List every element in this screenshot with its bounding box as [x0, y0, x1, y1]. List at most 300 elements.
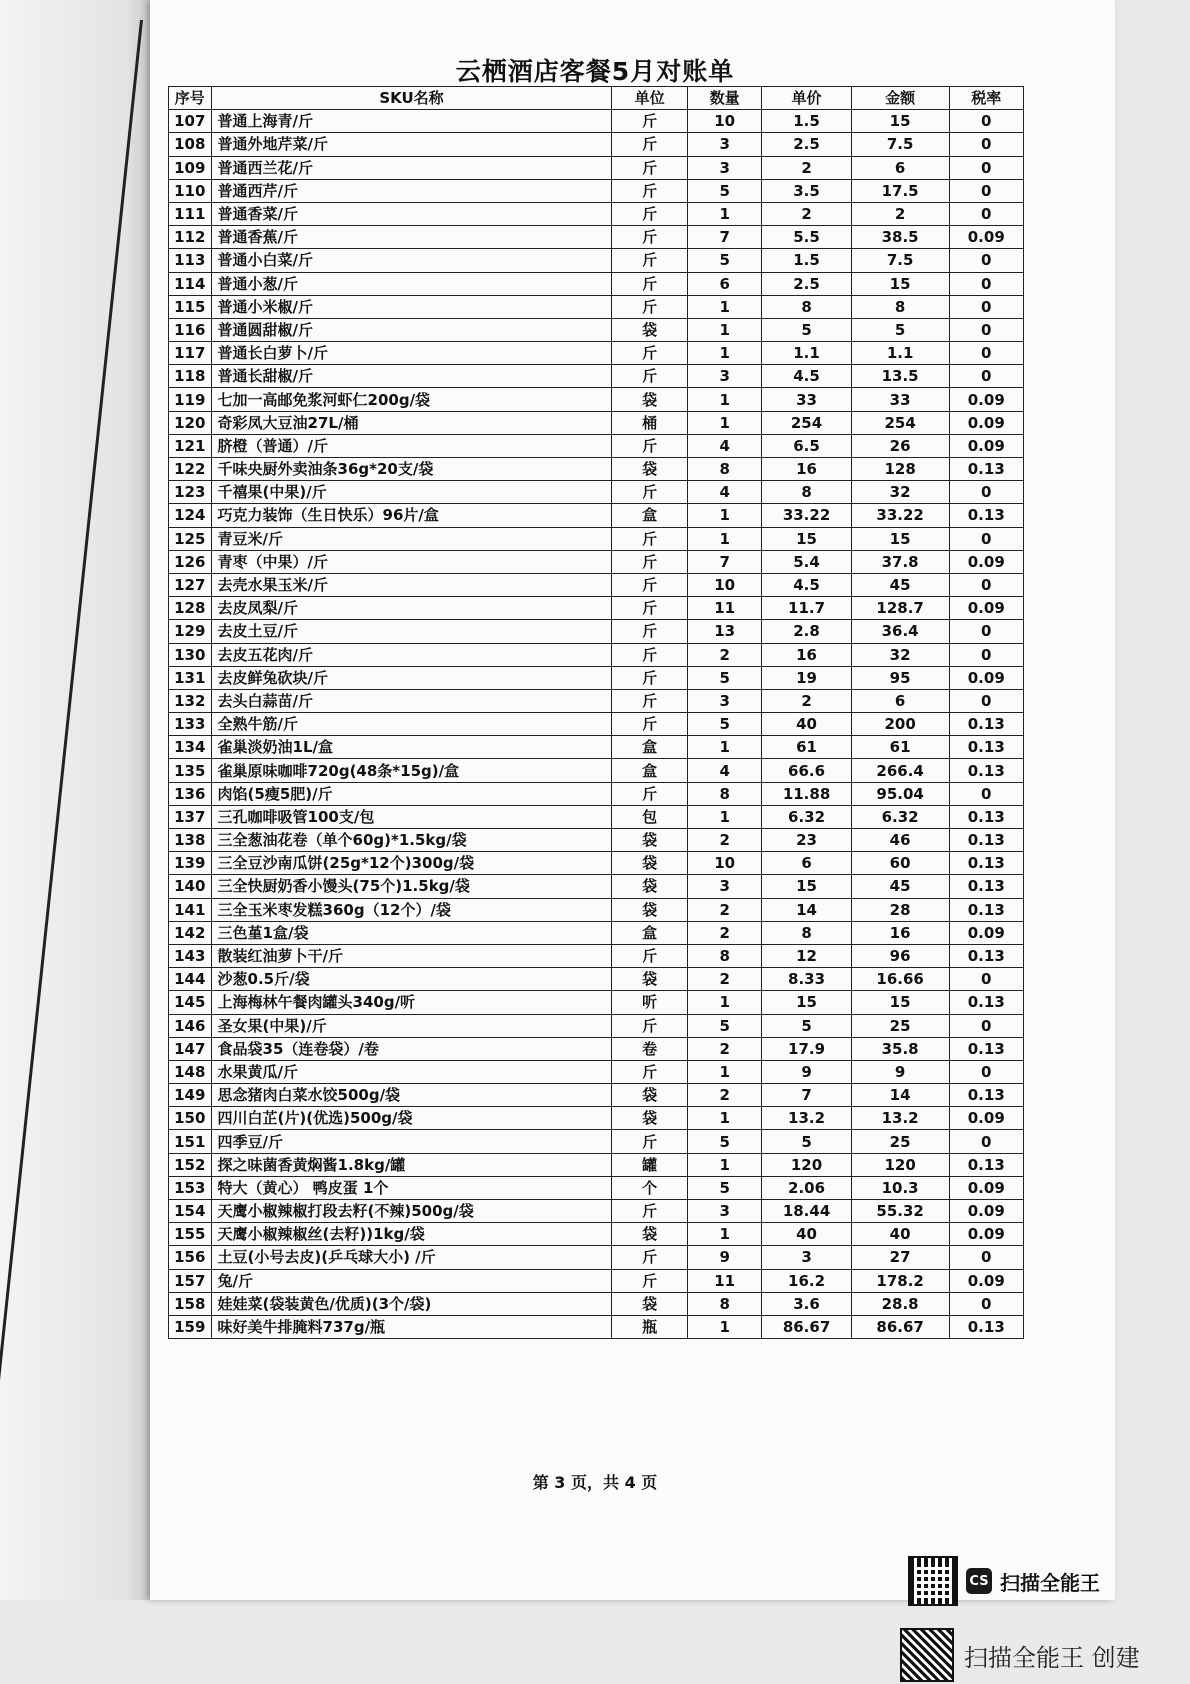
- quantity-cell: 1: [687, 318, 761, 341]
- table-row: [169, 1153, 1024, 1176]
- amount-cell: 254: [851, 411, 949, 434]
- sku-name-cell: 雀巢原味咖啡720g(48条*15g)/盒: [211, 759, 612, 782]
- sku-name-cell: 三全葱油花卷（单个60g)*1.5kg/袋: [211, 829, 612, 852]
- unit-cell: 斤: [612, 295, 688, 318]
- tax-rate-cell: 0.09: [949, 1223, 1023, 1246]
- quantity-cell: 4: [687, 481, 761, 504]
- unit-cell: 袋: [612, 1084, 688, 1107]
- unit-cell: 袋: [612, 898, 688, 921]
- table-row: [169, 110, 1024, 133]
- seq-cell: 150: [169, 1107, 212, 1130]
- sku-name-cell: 普通西兰花/斤: [211, 156, 612, 179]
- tax-rate-cell: 0: [949, 272, 1023, 295]
- tax-rate-cell: 0.13: [949, 736, 1023, 759]
- quantity-cell: 1: [687, 1223, 761, 1246]
- seq-cell: 110: [169, 179, 212, 202]
- sku-name-cell: 三全快厨奶香小馒头(75个)1.5kg/袋: [211, 875, 612, 898]
- quantity-cell: 1: [687, 805, 761, 828]
- sku-name-cell: 三全豆沙南瓜饼(25g*12个)300g/袋: [211, 852, 612, 875]
- amount-cell: 27: [851, 1246, 949, 1269]
- seq-cell: 107: [169, 110, 212, 133]
- scanner-shadow: [0, 0, 150, 1600]
- table-row: [169, 388, 1024, 411]
- seq-cell: 141: [169, 898, 212, 921]
- unit-price-cell: 11.7: [762, 597, 851, 620]
- unit-cell: 斤: [612, 272, 688, 295]
- quantity-cell: 2: [687, 968, 761, 991]
- sku-name-cell: 水果黄瓜/斤: [211, 1060, 612, 1083]
- seq-cell: 149: [169, 1084, 212, 1107]
- sku-name-cell: 探之味菌香黄焖酱1.8kg/罐: [211, 1153, 612, 1176]
- tax-rate-cell: 0: [949, 573, 1023, 596]
- table-row: [169, 226, 1024, 249]
- amount-cell: 5: [851, 318, 949, 341]
- table-row: [169, 968, 1024, 991]
- seq-cell: 127: [169, 573, 212, 596]
- quantity-cell: 5: [687, 713, 761, 736]
- unit-price-cell: 4.5: [762, 365, 851, 388]
- table-row: [169, 318, 1024, 341]
- unit-price-cell: 3: [762, 1246, 851, 1269]
- cs-logo-icon: CS: [966, 1568, 992, 1594]
- unit-price-cell: 33: [762, 388, 851, 411]
- sku-name-cell: 巧克力装饰（生日快乐）96片/盒: [211, 504, 612, 527]
- table-row: [169, 133, 1024, 156]
- quantity-cell: 5: [687, 1130, 761, 1153]
- qr-code-small-icon: [900, 1628, 954, 1682]
- seq-cell: 120: [169, 411, 212, 434]
- seq-cell: 108: [169, 133, 212, 156]
- table-row: [169, 527, 1024, 550]
- table-row: [169, 365, 1024, 388]
- unit-cell: 斤: [612, 226, 688, 249]
- table-row: [169, 759, 1024, 782]
- unit-cell: 袋: [612, 1107, 688, 1130]
- sku-name-cell: 思念猪肉白菜水饺500g/袋: [211, 1084, 612, 1107]
- quantity-cell: 3: [687, 365, 761, 388]
- sku-name-cell: 上海梅林午餐肉罐头340g/听: [211, 991, 612, 1014]
- unit-price-cell: 40: [762, 713, 851, 736]
- unit-price-cell: 120: [762, 1153, 851, 1176]
- tax-rate-cell: 0: [949, 968, 1023, 991]
- amount-cell: 10.3: [851, 1176, 949, 1199]
- sku-name-cell: 三孔咖啡吸管100支/包: [211, 805, 612, 828]
- amount-cell: 46: [851, 829, 949, 852]
- unit-price-cell: 13.2: [762, 1107, 851, 1130]
- table-row: [169, 550, 1024, 573]
- tax-rate-cell: 0.13: [949, 759, 1023, 782]
- amount-cell: 128: [851, 458, 949, 481]
- unit-price-cell: 254: [762, 411, 851, 434]
- quantity-cell: 5: [687, 666, 761, 689]
- amount-cell: 15: [851, 272, 949, 295]
- unit-price-cell: 3.6: [762, 1292, 851, 1315]
- tax-rate-cell: 0: [949, 156, 1023, 179]
- table-row: [169, 1130, 1024, 1153]
- seq-cell: 148: [169, 1060, 212, 1083]
- sku-name-cell: 普通圆甜椒/斤: [211, 318, 612, 341]
- unit-cell: 瓶: [612, 1315, 688, 1338]
- seq-cell: 157: [169, 1269, 212, 1292]
- sku-name-cell: 去头白蒜苗/斤: [211, 689, 612, 712]
- table-row: [169, 573, 1024, 596]
- sku-name-cell: 千味央厨外卖油条36g*20支/袋: [211, 458, 612, 481]
- quantity-cell: 7: [687, 226, 761, 249]
- table-row: [169, 1107, 1024, 1130]
- amount-cell: 13.2: [851, 1107, 949, 1130]
- seq-cell: 117: [169, 342, 212, 365]
- quantity-cell: 1: [687, 991, 761, 1014]
- table-row: [169, 295, 1024, 318]
- quantity-cell: 1: [687, 504, 761, 527]
- unit-price-cell: 40: [762, 1223, 851, 1246]
- tax-rate-cell: 0.13: [949, 829, 1023, 852]
- amount-cell: 200: [851, 713, 949, 736]
- unit-price-cell: 3.5: [762, 179, 851, 202]
- tax-rate-cell: 0: [949, 782, 1023, 805]
- watermark: [900, 1628, 1140, 1682]
- seq-cell: 152: [169, 1153, 212, 1176]
- amount-cell: 25: [851, 1130, 949, 1153]
- unit-price-cell: 2: [762, 689, 851, 712]
- sku-name-cell: 普通小白菜/斤: [211, 249, 612, 272]
- unit-price-cell: 5: [762, 318, 851, 341]
- table-row: [169, 1315, 1024, 1338]
- amount-cell: 120: [851, 1153, 949, 1176]
- seq-cell: 113: [169, 249, 212, 272]
- seq-cell: 132: [169, 689, 212, 712]
- sku-name-cell: 千禧果(中果)/斤: [211, 481, 612, 504]
- sku-name-cell: 圣女果(中果)/斤: [211, 1014, 612, 1037]
- unit-cell: 袋: [612, 458, 688, 481]
- seq-cell: 118: [169, 365, 212, 388]
- sku-name-cell: 散装红油萝卜干/斤: [211, 944, 612, 967]
- unit-cell: 盒: [612, 736, 688, 759]
- seq-cell: 124: [169, 504, 212, 527]
- unit-price-cell: 8: [762, 921, 851, 944]
- sku-name-cell: 青豆米/斤: [211, 527, 612, 550]
- unit-price-cell: 15: [762, 875, 851, 898]
- quantity-cell: 3: [687, 689, 761, 712]
- sku-name-cell: 三色堇1盒/袋: [211, 921, 612, 944]
- amount-cell: 28.8: [851, 1292, 949, 1315]
- unit-cell: 袋: [612, 852, 688, 875]
- tax-rate-cell: 0.13: [949, 1153, 1023, 1176]
- amount-cell: 38.5: [851, 226, 949, 249]
- unit-price-cell: 14: [762, 898, 851, 921]
- tax-rate-cell: 0: [949, 643, 1023, 666]
- unit-price-cell: 33.22: [762, 504, 851, 527]
- tax-rate-cell: 0.09: [949, 411, 1023, 434]
- table-row: [169, 643, 1024, 666]
- quantity-cell: 2: [687, 921, 761, 944]
- amount-cell: 95: [851, 666, 949, 689]
- quantity-cell: 2: [687, 898, 761, 921]
- unit-cell: 袋: [612, 388, 688, 411]
- table-row: [169, 991, 1024, 1014]
- tax-rate-cell: 0: [949, 249, 1023, 272]
- tax-rate-cell: 0: [949, 1130, 1023, 1153]
- tax-rate-cell: 0: [949, 1292, 1023, 1315]
- unit-price-cell: 2: [762, 156, 851, 179]
- seq-cell: 154: [169, 1200, 212, 1223]
- ledger-table: [168, 86, 1024, 1339]
- seq-cell: 123: [169, 481, 212, 504]
- seq-cell: 111: [169, 202, 212, 225]
- tax-rate-cell: 0.09: [949, 226, 1023, 249]
- sku-name-cell: 特大（黄心） 鸭皮蛋 1个: [211, 1176, 612, 1199]
- col-amount: 金额: [851, 87, 949, 110]
- tax-rate-cell: 0: [949, 1014, 1023, 1037]
- sku-name-cell: 普通小米椒/斤: [211, 295, 612, 318]
- col-seq: 序号: [169, 87, 212, 110]
- amount-cell: 6: [851, 689, 949, 712]
- tax-rate-cell: 0: [949, 295, 1023, 318]
- unit-price-cell: 15: [762, 991, 851, 1014]
- unit-cell: 斤: [612, 550, 688, 573]
- quantity-cell: 2: [687, 643, 761, 666]
- seq-cell: 135: [169, 759, 212, 782]
- amount-cell: 45: [851, 875, 949, 898]
- unit-price-cell: 9: [762, 1060, 851, 1083]
- sku-name-cell: 青枣（中果）/斤: [211, 550, 612, 573]
- unit-price-cell: 86.67: [762, 1315, 851, 1338]
- col-sku-name: SKU名称: [211, 87, 612, 110]
- unit-cell: 斤: [612, 1130, 688, 1153]
- unit-price-cell: 8: [762, 481, 851, 504]
- sku-name-cell: 兔/斤: [211, 1269, 612, 1292]
- quantity-cell: 5: [687, 179, 761, 202]
- unit-price-cell: 8.33: [762, 968, 851, 991]
- tax-rate-cell: 0.09: [949, 921, 1023, 944]
- amount-cell: 7.5: [851, 133, 949, 156]
- unit-cell: 斤: [612, 1246, 688, 1269]
- table-row: [169, 597, 1024, 620]
- table-row: [169, 829, 1024, 852]
- table-row: [169, 481, 1024, 504]
- seq-cell: 144: [169, 968, 212, 991]
- table-row: [169, 1223, 1024, 1246]
- quantity-cell: 1: [687, 1153, 761, 1176]
- quantity-cell: 1: [687, 1060, 761, 1083]
- quantity-cell: 10: [687, 852, 761, 875]
- tax-rate-cell: 0.09: [949, 1176, 1023, 1199]
- tax-rate-cell: 0.13: [949, 875, 1023, 898]
- amount-cell: 26: [851, 434, 949, 457]
- table-row: [169, 458, 1024, 481]
- amount-cell: 2: [851, 202, 949, 225]
- seq-cell: 143: [169, 944, 212, 967]
- sku-name-cell: 普通西芹/斤: [211, 179, 612, 202]
- seq-cell: 115: [169, 295, 212, 318]
- table-row: [169, 713, 1024, 736]
- amount-cell: 6: [851, 156, 949, 179]
- quantity-cell: 8: [687, 944, 761, 967]
- unit-price-cell: 16: [762, 643, 851, 666]
- unit-price-cell: 16: [762, 458, 851, 481]
- unit-price-cell: 17.9: [762, 1037, 851, 1060]
- table-row: [169, 272, 1024, 295]
- table-row: [169, 898, 1024, 921]
- unit-price-cell: 2.8: [762, 620, 851, 643]
- tax-rate-cell: 0: [949, 481, 1023, 504]
- unit-price-cell: 66.6: [762, 759, 851, 782]
- amount-cell: 266.4: [851, 759, 949, 782]
- table-row: [169, 1269, 1024, 1292]
- tax-rate-cell: 0: [949, 133, 1023, 156]
- tax-rate-cell: 0.13: [949, 944, 1023, 967]
- seq-cell: 114: [169, 272, 212, 295]
- seq-cell: 151: [169, 1130, 212, 1153]
- tax-rate-cell: 0.13: [949, 1315, 1023, 1338]
- table-row: [169, 852, 1024, 875]
- seq-cell: 116: [169, 318, 212, 341]
- unit-cell: 斤: [612, 713, 688, 736]
- sku-name-cell: 脐橙（普通）/斤: [211, 434, 612, 457]
- unit-price-cell: 16.2: [762, 1269, 851, 1292]
- seq-cell: 145: [169, 991, 212, 1014]
- col-unit-price: 单价: [762, 87, 851, 110]
- tax-rate-cell: 0.09: [949, 550, 1023, 573]
- unit-cell: 斤: [612, 434, 688, 457]
- unit-cell: 斤: [612, 944, 688, 967]
- quantity-cell: 11: [687, 597, 761, 620]
- sku-name-cell: 去皮鲜兔砍块/斤: [211, 666, 612, 689]
- amount-cell: 86.67: [851, 1315, 949, 1338]
- ledger-body: [169, 110, 1024, 1339]
- table-row: [169, 504, 1024, 527]
- seq-cell: 156: [169, 1246, 212, 1269]
- sku-name-cell: 去皮五花肉/斤: [211, 643, 612, 666]
- quantity-cell: 2: [687, 1084, 761, 1107]
- sku-name-cell: 普通上海青/斤: [211, 110, 612, 133]
- seq-cell: 134: [169, 736, 212, 759]
- amount-cell: 13.5: [851, 365, 949, 388]
- table-row: [169, 1200, 1024, 1223]
- amount-cell: 9: [851, 1060, 949, 1083]
- unit-cell: 袋: [612, 1292, 688, 1315]
- quantity-cell: 11: [687, 1269, 761, 1292]
- unit-cell: 斤: [612, 1269, 688, 1292]
- quantity-cell: 10: [687, 110, 761, 133]
- table-row: [169, 1292, 1024, 1315]
- quantity-cell: 1: [687, 411, 761, 434]
- unit-cell: 盒: [612, 759, 688, 782]
- unit-price-cell: 6: [762, 852, 851, 875]
- unit-cell: 盒: [612, 921, 688, 944]
- table-row: [169, 434, 1024, 457]
- quantity-cell: 1: [687, 527, 761, 550]
- sku-name-cell: 普通长白萝卜/斤: [211, 342, 612, 365]
- table-row: [169, 202, 1024, 225]
- unit-cell: 斤: [612, 689, 688, 712]
- sku-name-cell: 味好美牛排腌料737g/瓶: [211, 1315, 612, 1338]
- unit-cell: 袋: [612, 875, 688, 898]
- table-row: [169, 689, 1024, 712]
- unit-price-cell: 5: [762, 1014, 851, 1037]
- amount-cell: 7.5: [851, 249, 949, 272]
- sku-name-cell: 土豆(小号去皮)(乒乓球大小) /斤: [211, 1246, 612, 1269]
- seq-cell: 139: [169, 852, 212, 875]
- amount-cell: 16.66: [851, 968, 949, 991]
- quantity-cell: 1: [687, 202, 761, 225]
- seq-cell: 140: [169, 875, 212, 898]
- seq-cell: 136: [169, 782, 212, 805]
- col-quantity: 数量: [687, 87, 761, 110]
- unit-cell: 斤: [612, 1060, 688, 1083]
- tax-rate-cell: 0: [949, 527, 1023, 550]
- quantity-cell: 2: [687, 829, 761, 852]
- table-row: [169, 620, 1024, 643]
- tax-rate-cell: 0.13: [949, 898, 1023, 921]
- tax-rate-cell: 0.13: [949, 458, 1023, 481]
- camscanner-badge: [908, 1556, 1100, 1606]
- unit-price-cell: 8: [762, 295, 851, 318]
- tax-rate-cell: 0.09: [949, 388, 1023, 411]
- sku-name-cell: 天鹰小椒辣椒丝(去籽))1kg/袋: [211, 1223, 612, 1246]
- unit-cell: 斤: [612, 1200, 688, 1223]
- amount-cell: 15: [851, 991, 949, 1014]
- sku-name-cell: 食品袋35（连卷袋）/卷: [211, 1037, 612, 1060]
- table-row: [169, 736, 1024, 759]
- unit-price-cell: 15: [762, 527, 851, 550]
- tax-rate-cell: 0: [949, 202, 1023, 225]
- unit-price-cell: 18.44: [762, 1200, 851, 1223]
- quantity-cell: 9: [687, 1246, 761, 1269]
- seq-cell: 122: [169, 458, 212, 481]
- unit-cell: 斤: [612, 110, 688, 133]
- sku-name-cell: 去皮土豆/斤: [211, 620, 612, 643]
- amount-cell: 33.22: [851, 504, 949, 527]
- tax-rate-cell: 0: [949, 1246, 1023, 1269]
- tax-rate-cell: 0: [949, 1060, 1023, 1083]
- tax-rate-cell: 0.13: [949, 991, 1023, 1014]
- amount-cell: 128.7: [851, 597, 949, 620]
- unit-price-cell: 2.06: [762, 1176, 851, 1199]
- document-title: 云栖酒店客餐5月对账单: [455, 57, 735, 86]
- quantity-cell: 1: [687, 388, 761, 411]
- amount-cell: 96: [851, 944, 949, 967]
- tax-rate-cell: 0.13: [949, 504, 1023, 527]
- unit-price-cell: 1.5: [762, 110, 851, 133]
- unit-cell: 卷: [612, 1037, 688, 1060]
- table-row: [169, 1084, 1024, 1107]
- seq-cell: 142: [169, 921, 212, 944]
- table-row: [169, 1060, 1024, 1083]
- unit-cell: 斤: [612, 179, 688, 202]
- sku-name-cell: 雀巢淡奶油1L/盒: [211, 736, 612, 759]
- unit-price-cell: 2.5: [762, 272, 851, 295]
- qr-code-icon: [908, 1556, 958, 1606]
- sku-name-cell: 四川白芷(片)(优选)500g/袋: [211, 1107, 612, 1130]
- unit-price-cell: 61: [762, 736, 851, 759]
- unit-cell: 斤: [612, 202, 688, 225]
- seq-cell: 155: [169, 1223, 212, 1246]
- table-row: [169, 782, 1024, 805]
- sku-name-cell: 奇彩凤大豆油27L/桶: [211, 411, 612, 434]
- seq-cell: 133: [169, 713, 212, 736]
- amount-cell: 1.1: [851, 342, 949, 365]
- unit-cell: 桶: [612, 411, 688, 434]
- tax-rate-cell: 0.09: [949, 666, 1023, 689]
- tax-rate-cell: 0.13: [949, 852, 1023, 875]
- unit-price-cell: 6.5: [762, 434, 851, 457]
- sku-name-cell: 普通外地芹菜/斤: [211, 133, 612, 156]
- unit-price-cell: 19: [762, 666, 851, 689]
- amount-cell: 6.32: [851, 805, 949, 828]
- table-row: [169, 875, 1024, 898]
- tax-rate-cell: 0: [949, 365, 1023, 388]
